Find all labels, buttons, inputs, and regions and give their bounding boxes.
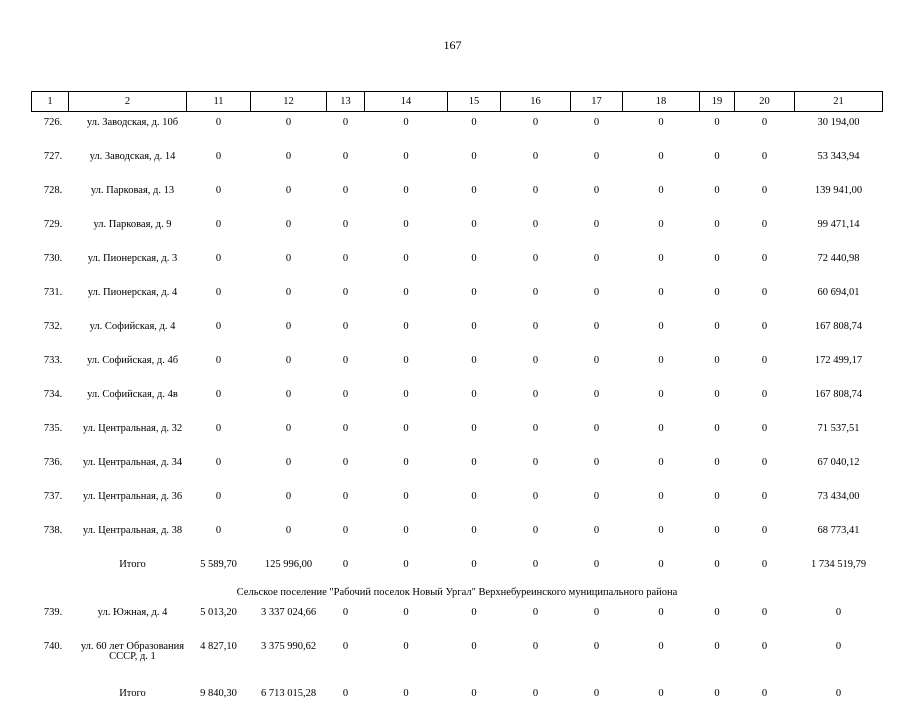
total-value: 0 [501, 554, 571, 584]
row-value: 0 [735, 316, 795, 350]
row-value: 0 [448, 146, 501, 180]
row-number: 734. [32, 384, 69, 418]
row-number: 737. [32, 486, 69, 520]
row-value: 0 [448, 636, 501, 683]
row-value: 0 [700, 282, 735, 316]
total-value: 125 996,00 [251, 554, 327, 584]
row-value: 0 [327, 316, 365, 350]
row-value: 0 [735, 486, 795, 520]
row-value: 0 [448, 452, 501, 486]
row-value: 0 [501, 282, 571, 316]
header-row [32, 92, 883, 112]
row-value: 99 471,14 [795, 214, 883, 248]
column-header-18: 18 [623, 92, 700, 112]
data-table [31, 91, 883, 713]
total-value: 0 [623, 683, 700, 713]
row-value: 0 [251, 520, 327, 554]
row-value: 167 808,74 [795, 384, 883, 418]
column-header-16: 16 [501, 92, 571, 112]
section-row [32, 584, 883, 602]
row-value: 0 [448, 248, 501, 282]
row-address: ул. Центральная, д. 38 [69, 520, 187, 554]
total-value: 0 [571, 554, 623, 584]
row-value: 0 [448, 282, 501, 316]
row-value: 72 440,98 [795, 248, 883, 282]
row-value: 0 [448, 180, 501, 214]
row-address: ул. Парковая, д. 13 [69, 180, 187, 214]
total-value: 0 [795, 683, 883, 713]
row-value: 0 [571, 316, 623, 350]
row-value: 0 [448, 418, 501, 452]
row-value: 0 [448, 520, 501, 554]
row-address: ул. 60 лет Образования СССР, д. 1 [69, 636, 187, 683]
row-value: 0 [795, 636, 883, 683]
row-value: 0 [187, 146, 251, 180]
row-value: 0 [327, 452, 365, 486]
row-value: 0 [623, 316, 700, 350]
row-value: 0 [501, 180, 571, 214]
row-number: 736. [32, 452, 69, 486]
total-spacer [32, 554, 69, 584]
row-value: 0 [571, 112, 623, 147]
row-value: 172 499,17 [795, 350, 883, 384]
row-value: 0 [251, 452, 327, 486]
table-row [32, 350, 883, 384]
row-value: 0 [327, 418, 365, 452]
row-number: 728. [32, 180, 69, 214]
total-value: 0 [448, 683, 501, 713]
row-value: 0 [327, 146, 365, 180]
row-value: 4 827,10 [187, 636, 251, 683]
row-value: 0 [501, 602, 571, 636]
row-value: 0 [187, 180, 251, 214]
row-value: 0 [623, 636, 700, 683]
row-value: 5 013,20 [187, 602, 251, 636]
section-title: Сельское поселение "Рабочий поселок Новый Ургал" Верхнебуреинского муниципального района [32, 584, 883, 602]
total-label: Итого [69, 554, 187, 584]
row-number: 739. [32, 602, 69, 636]
row-value: 0 [700, 486, 735, 520]
row-value: 0 [623, 452, 700, 486]
row-value: 0 [623, 520, 700, 554]
row-address: ул. Софийская, д. 4б [69, 350, 187, 384]
row-value: 0 [700, 316, 735, 350]
row-value: 0 [623, 146, 700, 180]
row-value: 0 [251, 146, 327, 180]
row-value: 0 [187, 418, 251, 452]
row-value: 0 [365, 180, 448, 214]
row-number: 730. [32, 248, 69, 282]
column-header-12: 12 [251, 92, 327, 112]
row-value: 0 [327, 350, 365, 384]
column-header-17: 17 [571, 92, 623, 112]
table-row [32, 316, 883, 350]
row-value: 0 [448, 112, 501, 147]
row-value: 0 [187, 452, 251, 486]
row-value: 0 [700, 214, 735, 248]
row-value: 0 [501, 146, 571, 180]
row-value: 3 375 990,62 [251, 636, 327, 683]
row-value: 0 [700, 146, 735, 180]
total-value: 0 [700, 554, 735, 584]
row-value: 0 [735, 452, 795, 486]
row-value: 0 [623, 248, 700, 282]
row-value: 68 773,41 [795, 520, 883, 554]
row-value: 0 [365, 112, 448, 147]
row-value: 0 [735, 248, 795, 282]
page-number: 167 [0, 38, 905, 53]
row-number: 738. [32, 520, 69, 554]
row-address: ул. Заводская, д. 10б [69, 112, 187, 147]
total-spacer [32, 683, 69, 713]
row-value: 0 [735, 636, 795, 683]
row-value: 0 [501, 214, 571, 248]
table-row [32, 418, 883, 452]
row-value: 0 [735, 384, 795, 418]
row-value: 0 [365, 282, 448, 316]
row-value: 0 [735, 520, 795, 554]
total-value: 1 734 519,79 [795, 554, 883, 584]
row-value: 0 [251, 112, 327, 147]
column-header-2: 2 [69, 92, 187, 112]
row-value: 0 [501, 452, 571, 486]
row-value: 0 [251, 350, 327, 384]
table-row [32, 214, 883, 248]
column-header-14: 14 [365, 92, 448, 112]
row-value: 0 [365, 384, 448, 418]
row-address: ул. Пионерская, д. 3 [69, 248, 187, 282]
row-value: 0 [365, 350, 448, 384]
row-value: 0 [735, 282, 795, 316]
row-value: 0 [448, 316, 501, 350]
column-header-19: 19 [700, 92, 735, 112]
row-value: 0 [700, 350, 735, 384]
column-header-15: 15 [448, 92, 501, 112]
row-value: 0 [571, 636, 623, 683]
total-value: 5 589,70 [187, 554, 251, 584]
row-value: 0 [251, 384, 327, 418]
table-row [32, 486, 883, 520]
column-header-20: 20 [735, 92, 795, 112]
column-header-1: 1 [32, 92, 69, 112]
row-value: 0 [735, 350, 795, 384]
row-value: 0 [571, 146, 623, 180]
row-value: 0 [187, 486, 251, 520]
row-value: 0 [623, 350, 700, 384]
row-value: 0 [571, 350, 623, 384]
row-value: 0 [327, 282, 365, 316]
row-value: 53 343,94 [795, 146, 883, 180]
row-value: 0 [571, 452, 623, 486]
row-value: 0 [187, 282, 251, 316]
row-value: 0 [571, 384, 623, 418]
table-row [32, 248, 883, 282]
row-value: 0 [735, 602, 795, 636]
row-value: 139 941,00 [795, 180, 883, 214]
row-value: 0 [571, 486, 623, 520]
row-value: 0 [501, 636, 571, 683]
row-value: 0 [327, 602, 365, 636]
table-row [32, 180, 883, 214]
row-value: 0 [448, 384, 501, 418]
row-value: 73 434,00 [795, 486, 883, 520]
row-value: 0 [735, 418, 795, 452]
row-number: 731. [32, 282, 69, 316]
row-value: 0 [187, 248, 251, 282]
row-address: ул. Центральная, д. 36 [69, 486, 187, 520]
row-value: 0 [448, 350, 501, 384]
row-value: 0 [571, 214, 623, 248]
row-value: 0 [795, 602, 883, 636]
row-value: 0 [623, 282, 700, 316]
row-value: 0 [571, 602, 623, 636]
row-value: 0 [735, 180, 795, 214]
row-value: 0 [571, 282, 623, 316]
row-value: 0 [700, 248, 735, 282]
row-value: 0 [187, 520, 251, 554]
row-address: ул. Софийская, д. 4в [69, 384, 187, 418]
row-value: 0 [623, 418, 700, 452]
row-value: 0 [623, 602, 700, 636]
row-value: 0 [735, 112, 795, 147]
table-row [32, 146, 883, 180]
row-value: 3 337 024,66 [251, 602, 327, 636]
row-value: 0 [571, 418, 623, 452]
total-value: 6 713 015,28 [251, 683, 327, 713]
row-address: ул. Заводская, д. 14 [69, 146, 187, 180]
row-value: 167 808,74 [795, 316, 883, 350]
total-value: 0 [623, 554, 700, 584]
row-value: 0 [700, 112, 735, 147]
row-number: 727. [32, 146, 69, 180]
row-address: ул. Пионерская, д. 4 [69, 282, 187, 316]
row-value: 0 [365, 486, 448, 520]
row-address: ул. Софийская, д. 4 [69, 316, 187, 350]
row-address: ул. Южная, д. 4 [69, 602, 187, 636]
row-value: 67 040,12 [795, 452, 883, 486]
row-value: 0 [501, 418, 571, 452]
row-value: 0 [327, 180, 365, 214]
total-value: 0 [735, 554, 795, 584]
row-value: 0 [365, 636, 448, 683]
row-value: 0 [700, 180, 735, 214]
row-value: 0 [251, 180, 327, 214]
row-number: 733. [32, 350, 69, 384]
row-value: 0 [501, 520, 571, 554]
row-value: 0 [365, 520, 448, 554]
total-value: 0 [365, 554, 448, 584]
row-value: 0 [327, 636, 365, 683]
table-row [32, 452, 883, 486]
row-number: 740. [32, 636, 69, 683]
row-value: 0 [365, 418, 448, 452]
table-row [32, 520, 883, 554]
row-value: 30 194,00 [795, 112, 883, 147]
row-value: 0 [365, 452, 448, 486]
row-value: 0 [623, 180, 700, 214]
row-value: 0 [187, 112, 251, 147]
total-label: Итого [69, 683, 187, 713]
total-value: 0 [700, 683, 735, 713]
row-value: 0 [571, 248, 623, 282]
row-value: 0 [700, 520, 735, 554]
table-row [32, 384, 883, 418]
row-address: ул. Центральная, д. 32 [69, 418, 187, 452]
row-value: 0 [735, 214, 795, 248]
row-value: 0 [623, 214, 700, 248]
total-value: 0 [571, 683, 623, 713]
row-value: 0 [501, 486, 571, 520]
row-value: 0 [501, 248, 571, 282]
row-value: 0 [501, 112, 571, 147]
table-row [32, 636, 883, 683]
row-value: 0 [327, 112, 365, 147]
row-value: 0 [501, 316, 571, 350]
row-number: 726. [32, 112, 69, 147]
total-row [32, 554, 883, 584]
row-value: 0 [251, 214, 327, 248]
row-value: 0 [501, 384, 571, 418]
row-value: 0 [700, 636, 735, 683]
total-value: 0 [327, 683, 365, 713]
row-value: 0 [365, 146, 448, 180]
column-header-13: 13 [327, 92, 365, 112]
row-value: 0 [327, 486, 365, 520]
total-value: 0 [735, 683, 795, 713]
total-value: 0 [365, 683, 448, 713]
row-value: 0 [448, 486, 501, 520]
row-value: 0 [448, 214, 501, 248]
row-value: 0 [623, 384, 700, 418]
row-value: 0 [365, 316, 448, 350]
row-value: 71 537,51 [795, 418, 883, 452]
row-value: 0 [571, 180, 623, 214]
row-value: 0 [623, 486, 700, 520]
row-value: 0 [327, 520, 365, 554]
row-value: 0 [187, 316, 251, 350]
row-value: 0 [501, 350, 571, 384]
row-value: 0 [571, 520, 623, 554]
row-value: 0 [187, 384, 251, 418]
row-value: 0 [251, 316, 327, 350]
row-number: 735. [32, 418, 69, 452]
table-row [32, 602, 883, 636]
table-body [32, 112, 883, 713]
total-value: 9 840,30 [187, 683, 251, 713]
row-value: 0 [327, 248, 365, 282]
row-value: 0 [700, 384, 735, 418]
row-value: 0 [700, 418, 735, 452]
row-value: 60 694,01 [795, 282, 883, 316]
row-value: 0 [735, 146, 795, 180]
row-number: 729. [32, 214, 69, 248]
row-value: 0 [187, 214, 251, 248]
row-value: 0 [448, 602, 501, 636]
row-value: 0 [251, 248, 327, 282]
total-value: 0 [448, 554, 501, 584]
row-address: ул. Центральная, д. 34 [69, 452, 187, 486]
column-header-11: 11 [187, 92, 251, 112]
total-value: 0 [501, 683, 571, 713]
total-row [32, 683, 883, 713]
row-value: 0 [700, 602, 735, 636]
row-value: 0 [251, 418, 327, 452]
row-value: 0 [327, 214, 365, 248]
row-number: 732. [32, 316, 69, 350]
row-value: 0 [327, 384, 365, 418]
row-value: 0 [251, 486, 327, 520]
row-value: 0 [365, 214, 448, 248]
row-value: 0 [251, 282, 327, 316]
row-value: 0 [187, 350, 251, 384]
total-value: 0 [327, 554, 365, 584]
table-row [32, 112, 883, 147]
row-value: 0 [365, 602, 448, 636]
row-value: 0 [623, 112, 700, 147]
row-value: 0 [365, 248, 448, 282]
table-row [32, 282, 883, 316]
row-value: 0 [700, 452, 735, 486]
column-header-21: 21 [795, 92, 883, 112]
row-address: ул. Парковая, д. 9 [69, 214, 187, 248]
